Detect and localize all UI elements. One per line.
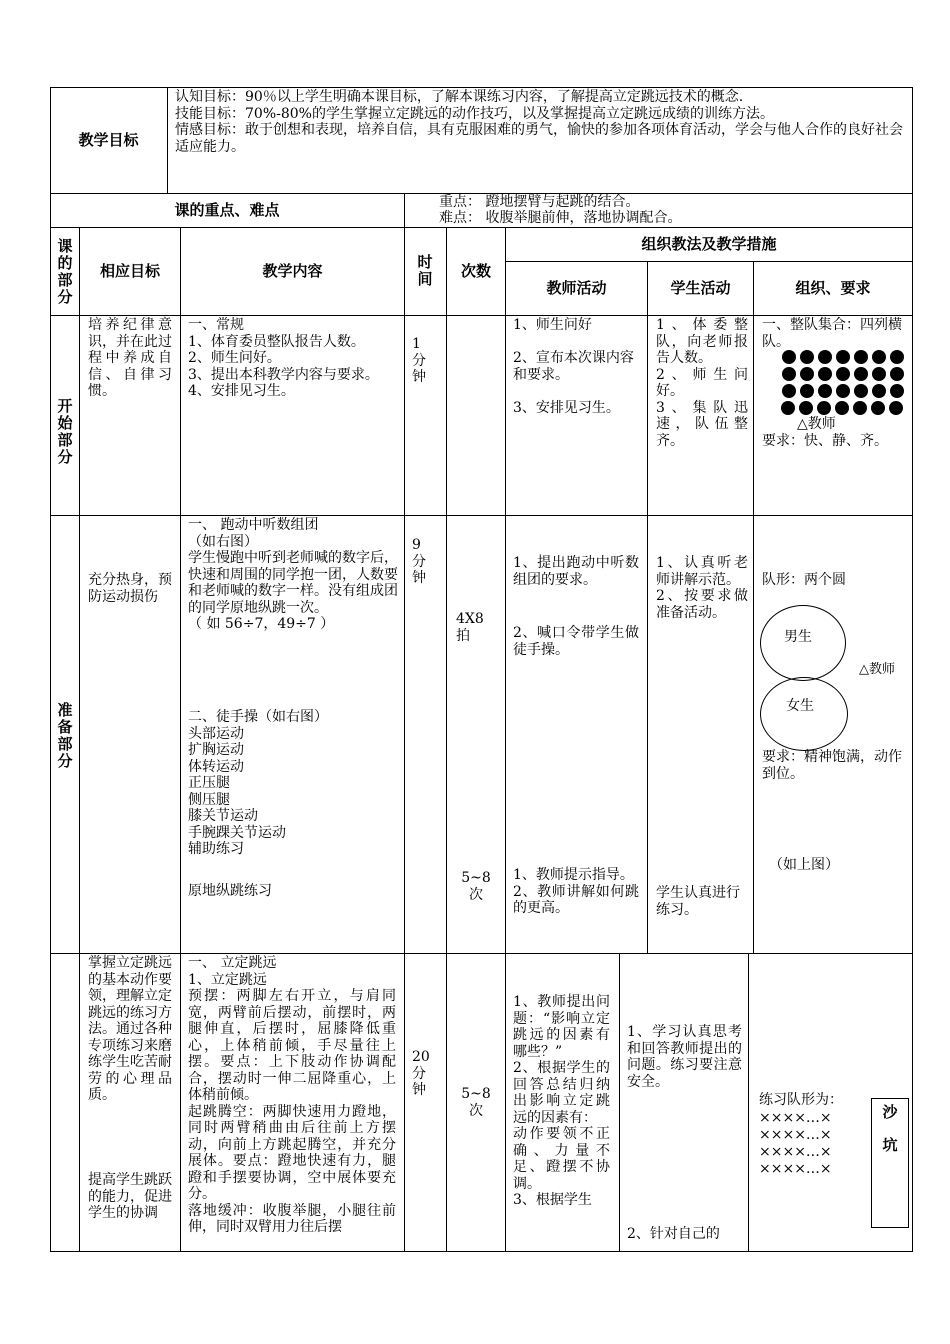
start-require-top: 一、整队集合：四列横队。 bbox=[762, 317, 902, 350]
basic-require-label: 练习队形为： bbox=[759, 1092, 843, 1108]
student-dot bbox=[800, 367, 814, 381]
student-dot bbox=[872, 384, 886, 398]
header-content: 教学内容 bbox=[262, 262, 323, 280]
student-dot bbox=[782, 350, 796, 364]
header-org: 组织教法及教学措施 bbox=[641, 235, 777, 253]
practice-row: ××××…× bbox=[759, 1110, 832, 1126]
student-dot bbox=[871, 401, 885, 415]
prep-time: 9 分 钟 bbox=[412, 537, 426, 586]
student-dot bbox=[818, 367, 832, 381]
prep-count-1: 4X8 拍 bbox=[456, 611, 484, 644]
prep-goal: 充分热身，预防运动损伤 bbox=[88, 572, 172, 605]
start-content: 一、常规 1、体育委员整队报告人数。 2、师生问好。 3、提出本科教学内容与要求。 4、安排见习生。 bbox=[188, 317, 379, 399]
prep-teacher-2: 2、喊口令带学生做徒手操。 bbox=[513, 625, 639, 658]
key-point-focus: 重点： 蹬地摆臂与起跳的结合。 bbox=[439, 194, 640, 210]
student-dot bbox=[836, 384, 850, 398]
practice-row: ××××…× bbox=[759, 1161, 832, 1177]
prep-student-1: 1、认真听老师讲解示范。 2、按要求做准备活动。 bbox=[656, 555, 748, 621]
prep-teacher-mark: △教师 bbox=[859, 662, 895, 677]
practice-row: ××××…× bbox=[759, 1144, 832, 1160]
student-dot bbox=[835, 401, 849, 415]
student-dot bbox=[782, 367, 796, 381]
student-dot bbox=[817, 401, 831, 415]
key-points-label: 课的重点、难点 bbox=[174, 201, 280, 219]
student-dot bbox=[800, 384, 814, 398]
student-dot bbox=[854, 350, 868, 364]
prep-section-label: 准 备 部 分 bbox=[57, 701, 73, 770]
student-dot bbox=[800, 350, 814, 364]
basic-goal-2: 提高学生跳跃的能力，促进学生的协调 bbox=[88, 1172, 172, 1221]
basic-count: 5~8 次 bbox=[461, 1086, 491, 1119]
header-count: 次数 bbox=[460, 262, 491, 280]
prep-require-text: 要求：精神饱满，动作到位。 bbox=[762, 749, 902, 782]
student-dot bbox=[890, 350, 904, 364]
prep-content-jump: 原地纵跳练习 bbox=[188, 883, 272, 899]
prep-teacher-1: 1、提出跑动中听数组团的要求。 bbox=[513, 555, 639, 588]
prep-teacher-3: 1、教师提示指导。 2、教师讲解如何跳的更高。 bbox=[513, 867, 639, 916]
prep-require-form: 队形：两个圆 bbox=[762, 572, 846, 588]
start-section-label: 开 始 部 分 bbox=[57, 397, 73, 466]
student-dot bbox=[890, 384, 904, 398]
basic-teacher: 1、教师提出问题：“影响立定跳远的因素有哪些？” 2、根据学生的回答总结归纳出影响立定跳远的因素有： 动作要领不正确、力量不足、蹬摆不协调。 3、根据学生 bbox=[513, 994, 610, 1208]
basic-student-2: 2、针对自己的 bbox=[627, 1226, 720, 1242]
start-teacher: 1、师生问好 2、宣布本次课内容和要求。 3、安排见习生。 bbox=[513, 317, 634, 416]
practice-row: ××××…× bbox=[759, 1127, 832, 1143]
header-goal: 相应目标 bbox=[99, 262, 160, 280]
sand-pit-label: 沙 坑 bbox=[882, 1103, 898, 1154]
prep-count-2: 5~8 次 bbox=[461, 870, 491, 903]
objectives-text: 认知目标：90％以上学生明确本课目标，了解本课练习内容，了解提高立定跳远技术的概念. 技能目标：70%-80%的学生掌握立定跳远的动作技巧，以及掌握提高立定跳远成绩的训练方法。 情感目标：敢于创想和表现，培养自信，具有克服困难的勇气，愉快的参加各项体育活动，学会与他人合作的良好社会适应能力。 bbox=[175, 89, 903, 155]
student-dot bbox=[818, 350, 832, 364]
prep-content-body: 学生慢跑中听到老师喊的数字后，快速和周围的同学抱一团，人数要和老师喊的数字一样。没有组成团的同学原地纵跳一次。 （ 如 56÷7，49÷7 ） bbox=[188, 550, 398, 632]
student-dot bbox=[799, 401, 813, 415]
header-section: 课 的 部 分 bbox=[57, 237, 73, 306]
header-time: 时 间 bbox=[417, 253, 433, 288]
prep-student-2: 学生认真进行练习。 bbox=[656, 885, 740, 918]
basic-student-1: 1、学习认真思考和回答教师提出的问题。练习要注意安全。 bbox=[627, 1024, 742, 1090]
student-dot bbox=[872, 350, 886, 364]
student-dot bbox=[836, 367, 850, 381]
header-teacher: 教师活动 bbox=[546, 279, 607, 297]
start-student: 1、体委整队，向老师报告人数。 2、师生问好。 3、集队迅速，队伍整齐。 bbox=[656, 317, 748, 449]
prep-see-above: （如上图） bbox=[769, 857, 839, 873]
header-student: 学生活动 bbox=[670, 279, 731, 297]
start-require-bottom: 要求：快、静、齐。 bbox=[762, 433, 888, 449]
student-dot bbox=[818, 384, 832, 398]
basic-goal-1: 掌握立定跳远的基本动作要领，理解立定跳远的练习方法。通过各种专项练习来磨练学生吃苦耐劳的心理品质。 bbox=[88, 955, 172, 1103]
student-dot bbox=[853, 401, 867, 415]
student-dot bbox=[889, 401, 903, 415]
basic-content: 一、 立定跳远 1、立定跳远 预摆：两脚左右开立，与肩同宽，两臂前后摆动，前摆时，两腿伸直，后摆时，屈膝降低重心，上体稍前倾，手尽量往上摆。要点：上下肢动作协调配合，摆动时一伸二屈降重心，上体稍前倾。 起跳腾空：两脚快速用力蹬地，同时两臂稍曲由后往前上方摆动，向前上方跳起腾空，并充分展体。要点：蹬地快速有力，腿蹬和手摆要协调，空中展体要充分。 落地缓冲：收腹举腿，小腿往前伸，同时双臂用力往后摆 bbox=[188, 955, 396, 1235]
student-dot bbox=[854, 384, 868, 398]
start-time: 1 分 钟 bbox=[412, 336, 426, 385]
student-dot bbox=[781, 401, 795, 415]
start-goal: 培养纪律意识，并在此过程中养成自信、自律习惯。 bbox=[88, 317, 172, 399]
key-point-difficulty: 难点： 收腹举腿前伸，落地协调配合。 bbox=[439, 210, 682, 226]
girls-label: 女生 bbox=[786, 698, 814, 714]
student-dot bbox=[854, 367, 868, 381]
student-dot bbox=[782, 384, 796, 398]
student-dot bbox=[836, 350, 850, 364]
basic-time: 20 分 钟 bbox=[412, 1049, 430, 1098]
prep-content-title: 一、 跑动中听数组团 （如右图） bbox=[188, 517, 319, 550]
header-require: 组织、要求 bbox=[795, 279, 871, 297]
student-dot bbox=[872, 367, 886, 381]
objectives-label: 教学目标 bbox=[78, 131, 139, 149]
start-teacher-mark: △教师 bbox=[797, 416, 836, 432]
student-dot bbox=[890, 367, 904, 381]
boys-label: 男生 bbox=[784, 629, 812, 645]
prep-content-list: 二、徒手操（如右图） 头部运动 扩胸运动 体转运动 正压腿 侧压腿 膝关节运动 手腕踝关节运动 辅助练习 bbox=[188, 709, 328, 857]
